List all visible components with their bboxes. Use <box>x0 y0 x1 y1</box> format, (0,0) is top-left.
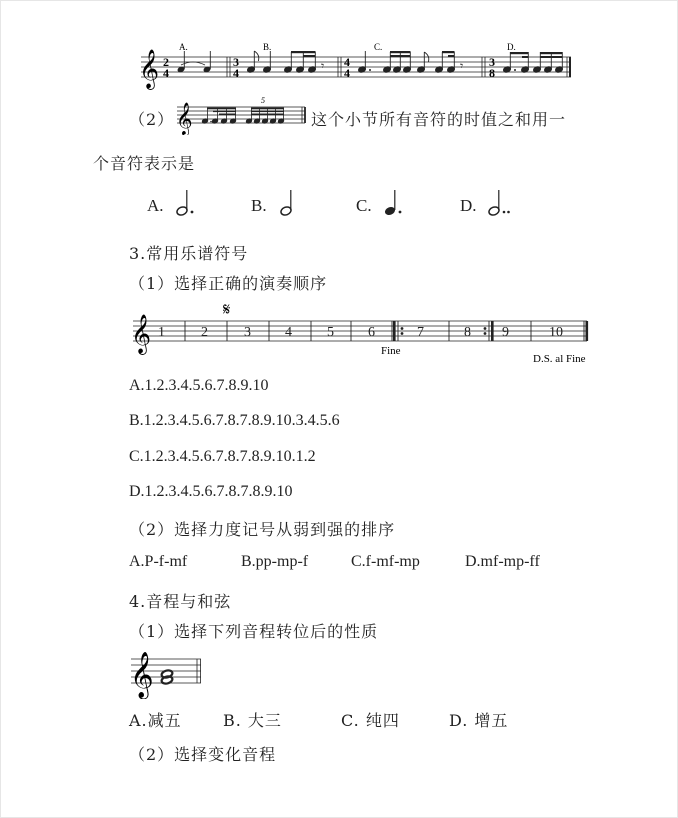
tuplet-number: 5 <box>261 96 265 105</box>
q2-text-line2: 个音符表示是 <box>93 154 196 173</box>
section3-q2-option-a: A.P-f-mf <box>129 553 188 570</box>
measure-number: 7 <box>417 325 424 340</box>
q2-prefix: （2） <box>129 110 175 129</box>
time-sig-d-bottom: 8 <box>489 66 495 80</box>
time-sig-d-top: 3 <box>489 55 495 69</box>
section4-q1-prompt: （1）选择下列音程转位后的性质 <box>129 622 379 641</box>
rhythm-options-staff <box>131 39 581 91</box>
option-label-c: C. <box>374 42 383 52</box>
section3-q1-option-c: C.1.2.3.4.5.6.7.8.7.8.9.10.1.2 <box>129 448 316 465</box>
time-sig-a-top: 2 <box>163 55 169 69</box>
measure-number: 8 <box>464 325 471 340</box>
q2-option-a-letter: A. <box>147 196 164 215</box>
option-label-d: D. <box>507 42 516 52</box>
interval-notes <box>161 669 173 684</box>
section3-title: 3.常用乐谱符号 <box>129 244 249 263</box>
time-sig-c-bottom: 4 <box>344 66 350 80</box>
q2-option-c-letter: C. <box>356 196 372 215</box>
section3-q2-prompt: （2）选择力度记号从弱到强的排序 <box>129 520 396 539</box>
section3-q1-option-d: D.1.2.3.4.5.6.7.8.7.8.9.10 <box>129 483 293 500</box>
q2-notes <box>202 108 285 124</box>
performance-order-staff <box>129 297 599 369</box>
q2-option-b-letter: B. <box>251 196 267 215</box>
ds-al-fine-marking: D.S. al Fine <box>533 353 586 365</box>
svg-text:𝄾: 𝄾 <box>460 59 464 73</box>
treble-clef-icon: 𝄞 <box>130 652 154 697</box>
segno-icon: 𝄋 <box>223 300 231 319</box>
interval-staff <box>129 647 209 699</box>
time-sig-b-bottom: 4 <box>233 66 239 80</box>
option-label-b: B. <box>263 42 272 52</box>
section4-title: 4.音程与和弦 <box>129 592 232 611</box>
measure-number: 3 <box>244 325 251 340</box>
treble-clef-icon: 𝄞 <box>139 51 160 88</box>
section3-q2-option-c: C.f-mf-mp <box>351 553 420 570</box>
section4-q2-prompt: （2）选择变化音程 <box>129 745 277 764</box>
section3-q1-prompt: （1）选择正确的演奏顺序 <box>129 274 328 293</box>
measure-number: 1 <box>158 325 165 340</box>
section4-q1-option-d: D. 增五 <box>449 711 509 730</box>
section3-q2-option-d: D.mf-mp-ff <box>465 553 540 570</box>
section3-q1-option-a: A.1.2.3.4.5.6.7.8.9.10 <box>129 377 269 394</box>
double-dotted-half-note-icon <box>485 187 515 219</box>
time-sig-c-top: 4 <box>344 55 350 69</box>
measure-number: 2 <box>201 325 208 340</box>
half-note-icon <box>277 187 299 219</box>
treble-clef-icon: 𝄞 <box>176 104 193 135</box>
option-d-notes <box>503 52 564 73</box>
time-sig-b-top: 3 <box>233 55 239 69</box>
dotted-quarter-note-icon <box>381 187 407 219</box>
q2-option-d-letter: D. <box>460 196 477 215</box>
measure-number: 4 <box>285 325 292 340</box>
svg-text:𝄾: 𝄾 <box>321 59 325 73</box>
section4-q1-option-b: B. 大三 <box>223 711 282 730</box>
section4-q1-option-c: C. 纯四 <box>341 711 400 730</box>
measure-number: 10 <box>549 325 563 340</box>
measure-number: 6 <box>368 325 375 340</box>
q2-measure-staff <box>175 95 309 135</box>
q2-text-line1: 这个小节所有音符的时值之和用一 <box>311 110 567 129</box>
measure-number: 5 <box>327 325 334 340</box>
section4-q1-option-a: A.减五 <box>129 711 182 730</box>
measure-number: 9 <box>502 325 509 340</box>
time-sig-a-bottom: 4 <box>163 66 169 80</box>
option-label-a: A. <box>179 42 188 52</box>
fine-marking: Fine <box>381 345 401 357</box>
treble-clef-icon: 𝄞 <box>131 316 152 353</box>
section3-q2-option-b: B.pp-mp-f <box>241 553 309 570</box>
dotted-half-note-icon <box>173 187 199 219</box>
section3-q1-option-b: B.1.2.3.4.5.6.7.8.7.8.9.10.3.4.5.6 <box>129 412 340 429</box>
